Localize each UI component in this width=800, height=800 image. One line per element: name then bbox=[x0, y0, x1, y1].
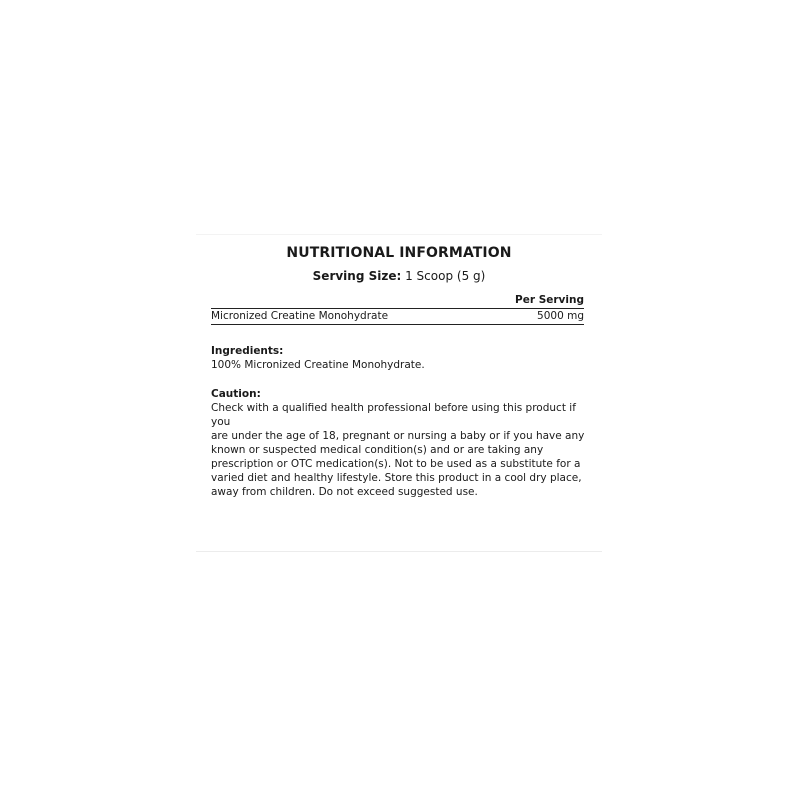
caution-line: known or suspected medical condition(s) and or are taking any bbox=[211, 444, 544, 456]
caution-line: away from children. Do not exceed suggested use. bbox=[211, 486, 478, 498]
nutrient-name: Micronized Creatine Monohydrate bbox=[211, 310, 389, 322]
caution-line: varied diet and healthy lifestyle. Store this product in a cool dry place, bbox=[211, 472, 582, 484]
serving-size bbox=[196, 268, 602, 284]
nutrition-panel bbox=[196, 236, 602, 552]
caution-text bbox=[211, 401, 591, 499]
serving-size-value: 1 Scoop (5 g) bbox=[405, 269, 486, 283]
nutrition-table bbox=[211, 293, 584, 325]
page-title: NUTRITIONAL INFORMATION bbox=[286, 245, 512, 261]
panel-top-border bbox=[196, 234, 602, 235]
table-row bbox=[211, 309, 584, 325]
nutrient-value: 5000 mg bbox=[537, 310, 584, 322]
caution-line: are under the age of 18, pregnant or nursing a baby or if you have any bbox=[211, 430, 585, 442]
caution-line: prescription or OTC medication(s). Not to be used as a substitute for a bbox=[211, 458, 581, 470]
per-serving-header: Per Serving bbox=[515, 294, 584, 306]
serving-size-label: Serving Size: bbox=[312, 269, 402, 283]
table-header bbox=[211, 293, 584, 309]
caution-line: Check with a qualified health professional before using this product if you bbox=[211, 402, 576, 428]
caution-heading: Caution: bbox=[211, 388, 261, 400]
ingredients-text: 100% Micronized Creatine Monohydrate. bbox=[211, 359, 425, 371]
ingredients-heading: Ingredients: bbox=[211, 345, 284, 357]
panel-bottom-border bbox=[196, 551, 602, 552]
